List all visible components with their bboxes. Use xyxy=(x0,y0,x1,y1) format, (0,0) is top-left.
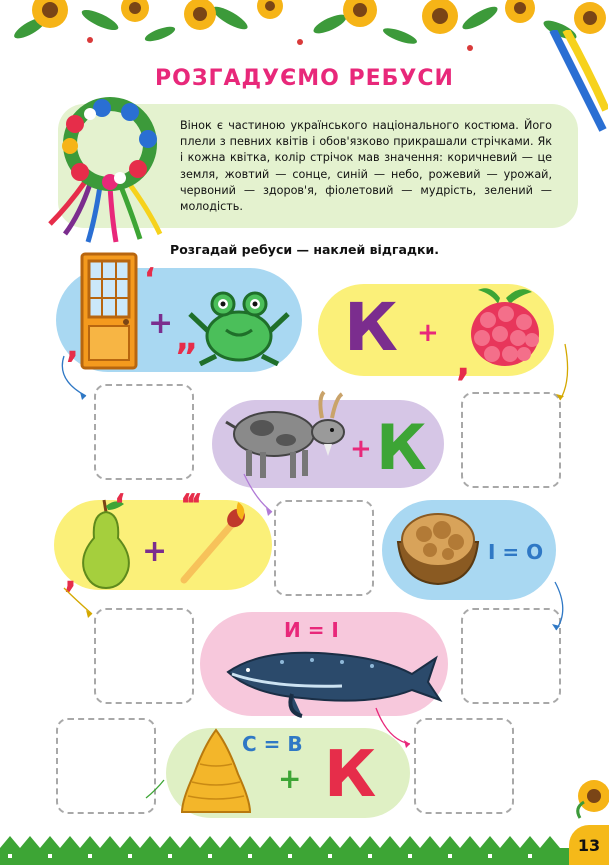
plus-sign-5: + xyxy=(278,762,302,795)
letter-k-red: К xyxy=(324,738,377,812)
embroidery-border-bottom xyxy=(0,822,609,865)
rule-walnut: І = О xyxy=(488,540,544,564)
info-text: Вінок є частиною українського національного костюма. Його плели з певних квітів і обов'язково прикрашали стрічками. Як і кожна квітка, колір стрічок мав значення: коричневий — це земля, жовтий — сонце, синій — небо, рожевий — урожай, червоний — здоров'я, фіолетовий — мудрість, зелений — молодість. xyxy=(180,119,552,214)
plus-sign-3: + xyxy=(350,434,372,464)
commas-frog: ,, xyxy=(176,318,194,358)
plus-sign-4: + xyxy=(142,534,168,569)
comma-top-door: ‘ xyxy=(144,262,156,297)
plus-sign-1: + xyxy=(148,306,174,341)
rule-haystack: С = В xyxy=(242,732,303,756)
page-title: РОЗГАДУЄМО РЕБУСИ xyxy=(155,66,454,91)
rule-whale: И = І xyxy=(284,618,339,642)
letter-k-green: К xyxy=(376,411,427,484)
commas-match: ‘‘‘ xyxy=(180,488,197,523)
comma-left-pear: , xyxy=(64,556,77,596)
letter-k-purple: К xyxy=(344,289,398,366)
comma-raspberry: , xyxy=(456,340,471,384)
instruction-text: Розгадай ребуси — наклей відгадки. xyxy=(170,242,439,257)
page-number: 13 xyxy=(569,825,609,865)
plus-sign-2: + xyxy=(417,318,439,348)
comma-left-door: , xyxy=(66,326,79,366)
sunflower-bottom-right xyxy=(566,768,609,828)
comma-top-pear: ‘ xyxy=(114,488,126,523)
